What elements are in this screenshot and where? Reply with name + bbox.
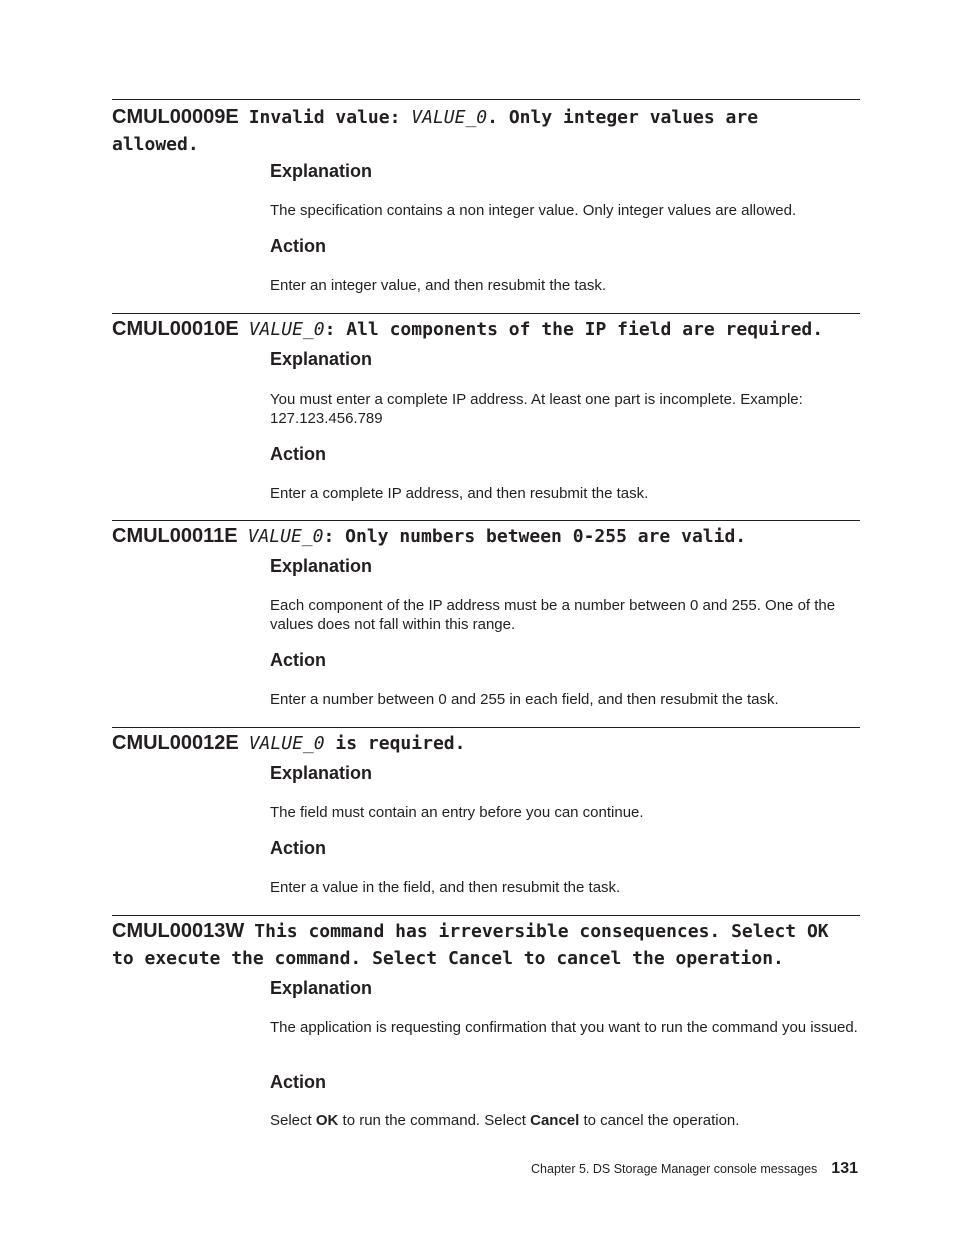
action-text: Enter a value in the field, and then resubmit the task.: [270, 879, 621, 896]
chapter-title: Chapter 5. DS Storage Manager console messages: [531, 1162, 818, 1176]
message-text: This command has irreversible consequences. Select OK to execute the command. Select Cancel to cancel the operation.: [112, 921, 829, 969]
message-cmul00011e: [112, 520, 860, 708]
message-code: CMUL00012E: [112, 732, 239, 754]
explanation-text: You must enter a complete IP address. At least one part is incomplete. Example: 127.123.456.789: [270, 391, 803, 427]
message-text: : All components of the IP field are required.: [324, 319, 824, 340]
message-title: [112, 728, 860, 757]
action-text: [270, 1111, 860, 1130]
message-title: [112, 100, 792, 158]
page-footer: [531, 1160, 858, 1178]
explanation-heading: Explanation: [270, 349, 373, 369]
action-text-part: Select: [270, 1112, 316, 1129]
explanation-text: The specification contains a non integer value. Only integer values are allowed.: [270, 202, 797, 219]
cancel-keyword: Cancel: [530, 1112, 580, 1129]
message-text: Invalid value:: [248, 107, 412, 128]
action-heading: Action: [270, 236, 326, 256]
message-title: [112, 314, 860, 343]
action-text-part: to run the command. Select: [338, 1112, 531, 1129]
explanation-text: Each component of the IP address must be a number between 0 and 255. One of the values does not fall within this range.: [270, 597, 836, 633]
action-text: Enter an integer value, and then resubmit the task.: [270, 277, 607, 294]
message-title: [112, 521, 860, 550]
message-variable: VALUE_0: [247, 526, 324, 547]
message-cmul00013w: [112, 915, 860, 1129]
action-text: Enter a number between 0 and 255 in each field, and then resubmit the task.: [270, 691, 779, 708]
message-text: . Only integer values are allowed.: [112, 107, 759, 155]
page-number: 131: [831, 1160, 858, 1177]
action-text: Enter a complete IP address, and then resubmit the task.: [270, 485, 649, 502]
action-heading: Action: [270, 444, 326, 464]
explanation-text: The field must contain an entry before you can continue.: [270, 804, 644, 821]
message-cmul00012e: [112, 727, 860, 896]
message-text: is required.: [324, 733, 466, 754]
message-variable: VALUE_0: [248, 319, 325, 340]
message-code: CMUL00009E: [112, 106, 239, 128]
explanation-heading: Explanation: [270, 763, 373, 783]
explanation-heading: Explanation: [270, 161, 373, 181]
action-text-part: to cancel the operation.: [579, 1112, 740, 1129]
action-heading: Action: [270, 650, 326, 670]
message-cmul00010e: [112, 313, 860, 502]
action-heading: Action: [270, 838, 326, 858]
message-variable: VALUE_0: [248, 733, 325, 754]
ok-keyword: OK: [315, 1112, 339, 1129]
action-heading: Action: [270, 1072, 326, 1092]
explanation-heading: Explanation: [270, 556, 373, 576]
message-title: [112, 916, 860, 972]
message-text: : Only numbers between 0-255 are valid.: [323, 526, 747, 547]
message-code: CMUL00010E: [112, 318, 239, 340]
explanation-text: The application is requesting confirmation that you want to run the command you issued.: [270, 1019, 858, 1036]
explanation-heading: Explanation: [270, 978, 373, 998]
message-cmul00009e: [112, 99, 860, 294]
message-variable: VALUE_0: [411, 107, 488, 128]
message-code: CMUL00013W: [112, 920, 245, 942]
message-code: CMUL00011E: [112, 525, 238, 547]
